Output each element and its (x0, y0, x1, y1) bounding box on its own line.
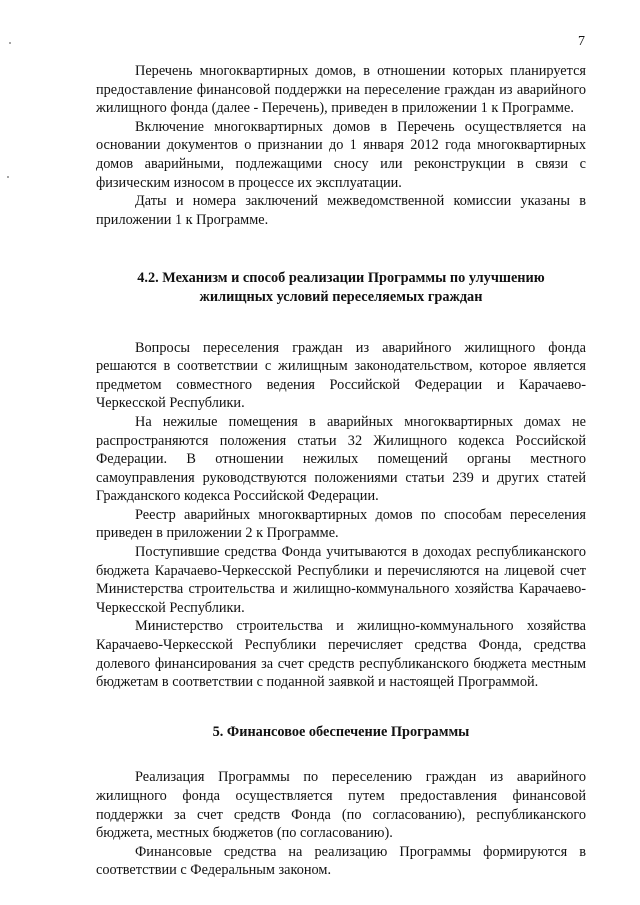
paragraph-register: Реестр аварийных многоквартирных домов по способам переселения приведен в приложении 2 к Программе. (96, 506, 586, 542)
scan-speck (7, 176, 9, 178)
page-content (96, 62, 586, 880)
paragraph-list-of-buildings: Перечень многоквартирных домов, в отношении которых планируется предоставление финансовой поддержки на переселение граждан из аварийного жилищного фонда (далее - Перечень), приведен в приложении 1 к Программе. (96, 63, 586, 117)
paragraph-fund-receipts: Поступившие средства Фонда учитываются в доходах республиканского бюджета Карачаево-Черкесской Республики и перечисляются на лицевой счет Министерства строительства и жилищно-коммунального хозяйства Карачаево-Черкесской Республики. (96, 544, 586, 616)
scan-speck (9, 42, 11, 44)
paragraph-program-implementation: Реализация Программы по переселению граждан из аварийного жилищного фонда осуществляется путем предоставления финансовой поддержки за счет средств Фонда (по согласованию), республиканского бюджета, местных бюджетов (по согласованию). (96, 769, 586, 842)
section-4-2-heading-line2: жилищных условий переселяемых граждан (199, 288, 483, 305)
paragraph-inclusion-criteria: Включение многоквартирных домов в Перечень осуществляется на основании документов о признании до 1 января 2012 года многоквартирных домов аварийными, подлежащими сносу или реконструкции в связи с физическим износом в процессе их эксплуатации. (96, 118, 586, 191)
paragraph-resettlement-legislation: Вопросы переселения граждан из аварийного жилищного фонда решаются в соответствии с жилищным законодательством, которое является предметом совместного ведения Российской Федерации и Карачаево-Черкесской Республики. (96, 339, 586, 412)
paragraph-commission-dates: Даты и номера заключений межведомственной комиссии указаны в приложении 1 к Программе. (96, 193, 586, 228)
paragraph-financial-resources: Финансовые средства на реализацию Программы формируются в соответствии с Федеральным законом. (96, 843, 586, 879)
section-4-2-heading-line1: 4.2. Механизм и способ реализации Программы по улучшению (137, 270, 545, 287)
section-5-heading: 5. Финансовое обеспечение Программы (212, 723, 470, 740)
section-4-2-heading (96, 269, 586, 306)
paragraph-non-residential-premises: На нежилые помещения в аварийных многоквартирных домах не распространяются положения статьи 32 Жилищного кодекса Российской Федерации. В отношении нежилых помещений органы местного самоуправления руководствуются положениями статьи 239 и других статей Гражданского кодекса Российской Федерации. (96, 413, 586, 505)
page-number: 7 (578, 34, 585, 49)
paragraph-ministry-transfers: Министерство строительства и жилищно-коммунального хозяйства Карачаево-Черкесской Республики перечисляет средства Фонда, средства долевого финансирования за счет средств республиканского бюджета местным бюджетам в соответствии с поданной заявкой и настоящей Программой. (96, 618, 586, 691)
